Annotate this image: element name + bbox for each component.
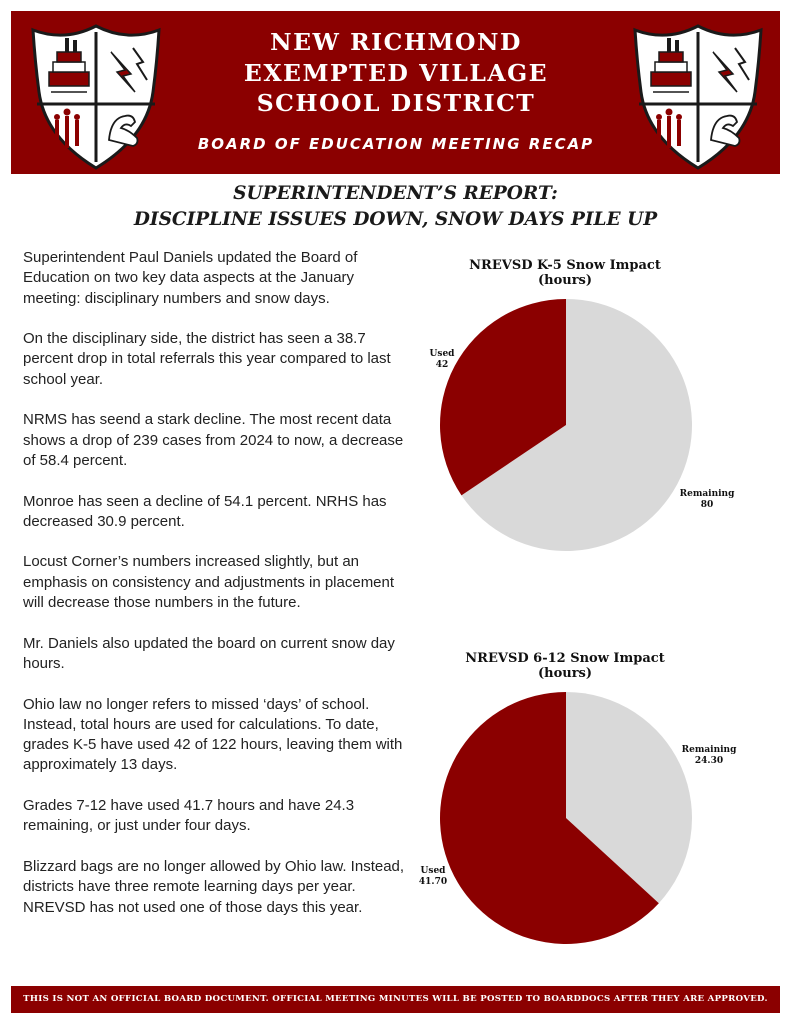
headline-line: SUPERINTENDENT’S REPORT: bbox=[233, 183, 558, 204]
slice-value-remaining: 80 bbox=[700, 500, 714, 510]
district-title-line: SCHOOL DISTRICT bbox=[256, 89, 536, 117]
article-paragraph: Superintendent Paul Daniels updated the Board of Education on two key data aspects at the January meeting: disciplinary numbers and snow days. bbox=[23, 249, 358, 307]
article-headline bbox=[40, 181, 751, 233]
slice-value-used: 42 bbox=[435, 360, 449, 370]
article-paragraph: Blizzard bags are no longer allowed by Ohio law. Instead, districts have three remote learning days per year. NREVSD has not used one of those days this year. bbox=[23, 857, 405, 916]
article-paragraph: NRMS has seend a stark decline. The most recent data shows a drop of 239 cases from 2024 to now, a decrease of 58.4 percent. bbox=[23, 411, 404, 469]
article-paragraph: Ohio law no longer refers to missed ‘days’ of school. Instead, total hours are used for calculations. To date, grades K-5 have used 42 of 122 hours, leaving them with approximately 13 days. bbox=[23, 695, 403, 774]
article-paragraph: Mr. Daniels also updated the board on current snow day hours. bbox=[23, 634, 395, 672]
slice-label-remaining: Remaining bbox=[679, 489, 735, 499]
chart-title-line: NREVSD 6-12 Snow Impact bbox=[465, 651, 665, 666]
article-body bbox=[23, 248, 413, 938]
headline-line: DISCIPLINE ISSUES DOWN, SNOW DAYS PILE UP bbox=[133, 209, 658, 230]
slice-label-used: Used bbox=[429, 349, 455, 359]
article-paragraph: Grades 7-12 have used 41.7 hours and have 24.3 remaining, or just under four days. bbox=[23, 797, 355, 835]
slice-value-used: 41.70 bbox=[418, 877, 448, 887]
district-title-line: NEW RICHMOND bbox=[270, 28, 522, 56]
k5-pie-svg bbox=[400, 258, 780, 558]
district-crest-icon bbox=[25, 22, 167, 172]
chart-title-line: (hours) bbox=[537, 273, 593, 288]
slice-label-used: Used bbox=[420, 866, 446, 876]
article-paragraph: On the disciplinary side, the district has seen a 38.7 percent drop in total referrals this year compared to last school year. bbox=[23, 330, 391, 388]
disclaimer-footer: THIS IS NOT AN OFFICIAL BOARD DOCUMENT. OFFICIAL MEETING MINUTES WILL BE POSTED TO BOARDDOCS AFTER THEY ARE APPROVED. bbox=[11, 986, 780, 1013]
slice-value-remaining: 24.30 bbox=[694, 756, 724, 766]
chart-title-line: NREVSD K-5 Snow Impact bbox=[469, 258, 661, 273]
grade6-12-snow-chart bbox=[400, 651, 780, 951]
district-title-line: EXEMPTED VILLAGE bbox=[243, 58, 549, 87]
chart-title-line: (hours) bbox=[537, 666, 593, 681]
article-paragraph: Locust Corner’s numbers increased slightly, but an emphasis on consistency and adjustments in placement will decrease those numbers in the future. bbox=[23, 553, 395, 612]
slice-label-remaining: Remaining bbox=[681, 745, 737, 755]
article-paragraph: Monroe has seen a decline of 54.1 percent. NRHS has decreased 30.9 percent. bbox=[23, 492, 387, 530]
district-title bbox=[161, 27, 631, 119]
district-crest-icon bbox=[627, 22, 769, 172]
k5-snow-chart bbox=[400, 258, 780, 558]
header-banner bbox=[11, 11, 780, 174]
grade6-12-pie-svg bbox=[400, 651, 780, 951]
meeting-recap-subtitle: BOARD OF EDUCATION MEETING RECAP bbox=[197, 135, 595, 153]
